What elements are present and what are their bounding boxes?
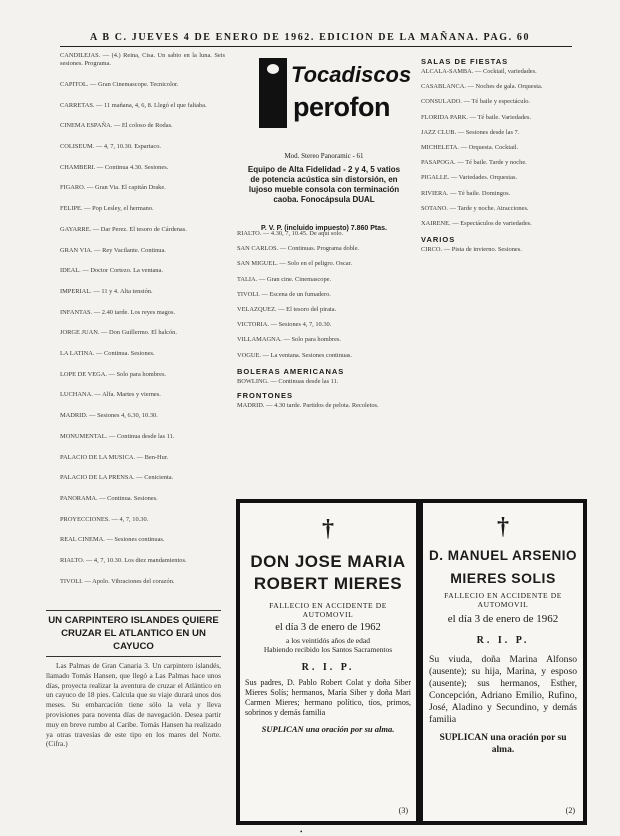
- listing-item: PROYECCIONES. — 4, 7, 10.30.: [60, 515, 149, 523]
- listing-item: CONSULADO. — Té baile y espectáculo.: [421, 98, 531, 106]
- listing-item: SAN MIGUEL. — Solo en el peligro. Oscar.: [237, 260, 353, 268]
- varios-text: CIRCO. — Pista de invierno. Sesiones.: [421, 246, 522, 254]
- listing-item: TALIA. — Gran cine. Cinemascope.: [237, 275, 332, 283]
- headline-top-rule: [46, 610, 221, 611]
- perofon-advertisement: [237, 52, 412, 232]
- listing-item: MADRID. — Sesiones 4, 6.30, 10.30.: [60, 412, 158, 420]
- varios-title: VARIOS: [421, 235, 456, 245]
- listing-item: GAYARRE. — Dar Perez. El tesoro de Cárdenas.: [60, 225, 187, 233]
- listing-item: ALCALA-SAMBA. — Cocktail, variedades.: [421, 68, 537, 75]
- listing-item: FELIPE. — Pop Lesley, el hermano.: [60, 205, 154, 213]
- listing-item: SAN CARLOS. — Continuas. Programa doble.: [237, 245, 360, 253]
- listing-item: MONUMENTAL. — Continua desde las 11.: [60, 432, 175, 440]
- obit2-name-line1: D. MANUEL ARSENIO: [429, 548, 578, 563]
- ad-model: Mod. Stereo Panoramic - 61: [284, 152, 364, 160]
- obit1-date: el día 3 de enero de 1962: [275, 622, 381, 633]
- cross-icon: †: [322, 516, 334, 542]
- left-column: [60, 52, 225, 604]
- listing-item: LUCHANA. — Alfa. Martes y viernes.: [60, 391, 161, 399]
- obit1-cause: FALLECIO EN ACCIDENTE DE AUTOMOVIL: [269, 601, 387, 619]
- obit2-name-line2: MIERES SOLIS: [450, 570, 556, 586]
- obit1-family: Sus padres, D. Pablo Robert Colat y doña Siber Mieres Solís; hermanos, María Siber y doña Mari Carmen Mieres; hermano político, tíos, primos, sobrinos y demás familia: [245, 678, 411, 717]
- listing-item: TIVOLI. — Apolo. Vibraciones del corazón.: [60, 577, 175, 585]
- obit1-ref: (3): [398, 806, 408, 815]
- listing-item: RIVIERA. — Té baile. Domingos.: [421, 189, 511, 197]
- frontones-title: FRONTONES: [237, 391, 293, 401]
- obit1-age: a los veintidós años de edad: [286, 636, 370, 645]
- footer-mark: •: [300, 828, 303, 836]
- cross-icon: †: [497, 514, 509, 540]
- ad-logo-dot: [267, 64, 279, 74]
- obit2-family: Su viuda, doña Marina Alfonso (ausente); su hija, Marina, y esposo (ausente); sus hermanos, Esther, Concepción, Adriano Emilio, Rufino, José, Aladino y Secundino, y demás familia: [429, 654, 577, 725]
- listing-item: IMPERIAL. — 11 y 4. Alta tensión.: [60, 287, 153, 295]
- listing-item: TIVOLI. — Escena de un fumadero.: [237, 290, 331, 298]
- listing-item: REAL CINEMA. — Sesiones continuas.: [60, 536, 165, 544]
- middle-column: [237, 230, 411, 492]
- listing-item: SOTANO. — Tarde y noche. Atracciones.: [421, 204, 529, 212]
- obit1-rip: R. I. P.: [301, 662, 355, 673]
- middle-listing-list: [237, 230, 411, 360]
- listing-item: CAPITOL. — Gran Cinemascope. Tecnicolor.: [60, 80, 179, 88]
- ad-line1: Tocadiscos: [291, 62, 412, 87]
- listing-item: FLORIDA PARK. — Té baile. Variedades.: [421, 113, 531, 121]
- listing-item: CASABLANCA. — Noches de gala. Orquesta.: [421, 83, 543, 91]
- page-header: A B C. JUEVES 4 DE ENERO DE 1962. EDICION DE LA MAÑANA. PAG. 60: [89, 32, 531, 43]
- obit1-name-line2: ROBERT MIERES: [253, 574, 403, 593]
- listing-item: PIGALLE. — Variedades. Orquestas.: [421, 174, 518, 182]
- listing-item: LA LATINA. — Continua. Sesiones.: [60, 350, 155, 358]
- bolsa-title: BOLERAS AMERICANAS: [237, 366, 345, 376]
- listing-item: PANORAMA. — Continua. Sesiones.: [60, 494, 158, 502]
- listing-item: CANDILEJAS. — (4.) Reina, Cisa. Un sabio en la luna. Seis sesiones. Programa.: [60, 52, 225, 68]
- listing-item: VOGUE. — La ventana. Sesiones continuas.: [237, 351, 353, 359]
- obit2-cause: FALLECIO EN ACCIDENTE DE AUTOMOVIL: [444, 591, 562, 609]
- article-headline: UN CARPINTERO ISLANDES QUIERE CRUZAR EL ATLANTICO EN UN CAYUCO: [48, 615, 219, 652]
- article-text: Las Palmas de Gran Canaria 3. Un carpintero islandés, llamado Tomás Hansen, que llegó a Las Palmas hace unos días, proyecta realizar la aventura de cruzar el Atlántico en un cayuco de 18 pies. Calcula que su viaje durará unos dos meses. Su embarcación tiene sólo la vela y lleva provisiones para noventa días de navegación. Desea partir muy en breve rumbo al Caribe. Tomás Hansen ha realizado ya otras travesías de este tipo en los mares del Norte. (Cifra.): [46, 661, 221, 749]
- bolsa-text: BOWLING. — Continuas desde las 11.: [237, 377, 339, 385]
- obit2-rip: R. I. P.: [476, 635, 530, 646]
- obit1-suplican: SUPLICAN una oración por su alma.: [261, 724, 395, 734]
- obit2-date: el día 3 de enero de 1962: [447, 613, 559, 625]
- listing-item: COLISEUM. — 4, 7, 10.30. Espartaco.: [60, 143, 161, 151]
- obituary-robert-mieres: [236, 499, 420, 825]
- listing-item: VILLAMAGNA. — Solo para hombres.: [237, 336, 342, 344]
- ad-price: P. V. P. (incluido impuesto) 7.860 Ptas.: [261, 225, 387, 232]
- listing-list: [60, 52, 225, 586]
- ad-body: Equipo de Alta Fidelidad - 2 y 4, 5 vatios de potencia acústica sin distorsión, en lujoso mueble consola con terminación caoba. Fonocápsula DUAL: [247, 165, 401, 204]
- listing-item: CHAMBERI. — Continua 4.30. Sesiones.: [60, 163, 169, 171]
- header-rule: [60, 46, 572, 47]
- listing-item: PASAPOGA. — Té baile. Tarde y noche.: [421, 159, 527, 167]
- listing-item: LOPE DE VEGA. — Solo para hombres.: [60, 370, 167, 378]
- listing-item: JORGE JUAN. — Don Guillermo. El halcón.: [60, 329, 177, 337]
- right-listing-list: [421, 68, 575, 228]
- listing-item: PALACIO DE LA PRENSA. — Cenicienta.: [60, 474, 174, 482]
- obituary-mieres-solis: [419, 499, 587, 825]
- listing-item: RIALTO. — 4.30, 7, 10.45. De aquí solo.: [237, 230, 344, 237]
- listing-item: INFANTAS. — 2.40 tarde. Los reyes magos.: [60, 308, 176, 316]
- headline-bottom-rule: [46, 656, 221, 657]
- listing-item: XAIRENE. — Espectáculos de variedades.: [421, 220, 532, 228]
- listing-item: CARRETAS. — 11 mañana, 4, 6, 8. Llegó el que faltaba.: [60, 101, 207, 109]
- listing-item: RIALTO. — 4, 7, 10.30. Los diez mandamientos.: [60, 557, 187, 565]
- article-body: [46, 661, 221, 821]
- listing-item: PALACIO DE LA MUSICA. — Ben-Hur.: [60, 453, 169, 461]
- obit1-name-line1: DON JOSE MARIA: [250, 552, 406, 571]
- listing-item: VICTORIA. — Sesiones 4, 7, 10.30.: [237, 321, 332, 329]
- ad-brand: perofon: [293, 92, 390, 122]
- listing-item: JAZZ CLUB. — Sesiones desde las 7.: [421, 128, 520, 136]
- listing-item: MICHELETA. — Orquesta. Cocktail.: [421, 144, 519, 152]
- right-column: [421, 52, 575, 492]
- obit1-sacraments: Habiendo recibido los Santos Sacramentos: [263, 645, 393, 654]
- frontones-text: MADRID. — 4.30 tarde. Partidos de pelota. Recoletos.: [237, 402, 379, 410]
- salas-title: SALAS DE FIESTAS: [421, 57, 509, 66]
- listing-item: IDEAL. — Doctor Cortezo. La ventana.: [60, 267, 163, 275]
- listing-item: GRAN VIA. — Rey Vacilante. Continua.: [60, 246, 166, 254]
- obit2-ref: (2): [565, 806, 575, 815]
- listing-item: CINEMA ESPAÑA. — El coloso de Rodas.: [60, 122, 173, 130]
- listing-item: VELAZQUEZ. — El tesoro del pirata.: [237, 306, 337, 314]
- obit2-suplican: SUPLICAN una oración por su alma.: [439, 733, 567, 755]
- listing-item: FIGARO. — Gran Via. El capitán Drake.: [60, 184, 166, 192]
